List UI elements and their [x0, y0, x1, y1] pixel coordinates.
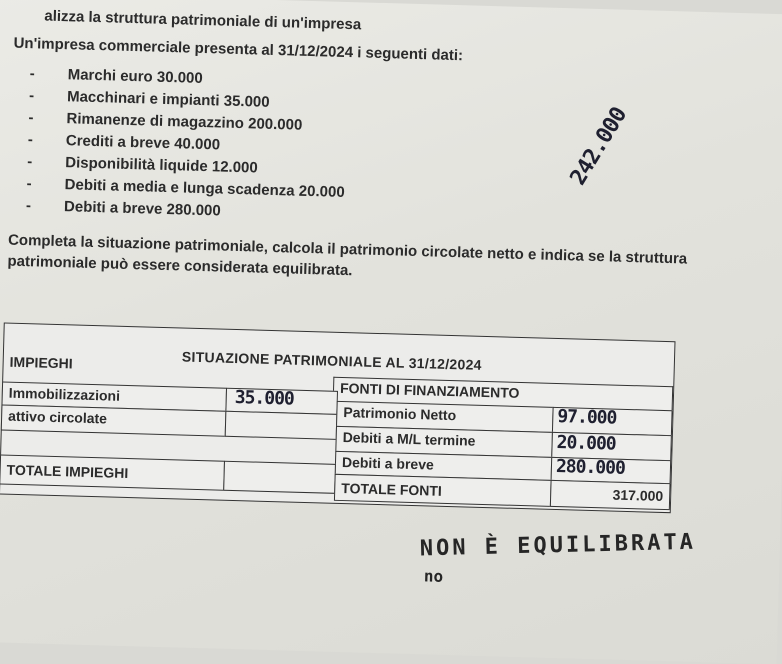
fonti-header: FONTI DI FINANZIAMENTO	[333, 377, 674, 410]
balance-sheet-table	[0, 323, 676, 514]
list-item: - Marchi euro 30.000	[29, 63, 348, 94]
row-attivo-circolate: attivo circolate	[1, 404, 227, 436]
value-attivo-circolate	[225, 411, 338, 440]
row-debiti-breve: Debiti a breve	[335, 451, 553, 481]
handwritten-value: 97.000	[557, 406, 617, 429]
handwritten-value: 280.000	[555, 455, 626, 479]
handwritten-value: 35.000	[234, 386, 295, 410]
list-item: - Debiti a breve 280.000	[26, 195, 345, 226]
list-item: - Debiti a media e lunga scadenza 20.000	[26, 173, 345, 204]
exercise-intro: Un'impresa commerciale presenta al 31/12/2024 i seguenti dati:	[13, 34, 464, 65]
table-heading: SITUAZIONE PATRIMONIALE AL 31/12/2024	[181, 348, 482, 373]
exercise-question: Completa la situazione patrimoniale, calcola il patrimonio circolate netto e indica se la struttura patrimoniale può essere considerata equilibrata.	[7, 231, 688, 280]
total-fonti-label: TOTALE FONTI	[334, 474, 552, 507]
margin-handwriting: 242.000	[565, 103, 632, 190]
list-item: - Macchinari e impianti 35.000	[29, 85, 348, 116]
row-immobilizzazioni: Immobilizzazioni	[1, 381, 227, 411]
impieghi-header: IMPIEGHI	[9, 353, 73, 372]
total-impieghi-value	[223, 461, 336, 494]
list-item: - Crediti a breve 40.000	[28, 129, 347, 160]
handwritten-value: 20.000	[556, 432, 616, 455]
total-impieghi-label: TOTALE IMPIEGHI	[0, 454, 225, 490]
list-item: - Rimanenze di magazzino 200.000	[28, 107, 347, 138]
data-list	[26, 63, 348, 226]
list-item: - Disponibilità liquide 12.000	[27, 151, 346, 182]
handwritten-conclusion: NON È EQUILIBRATA	[419, 529, 697, 562]
row-patrimonio-netto: Patrimonio Netto	[336, 401, 554, 433]
row-debiti-ml: Debiti a M/L termine	[335, 426, 553, 458]
handwritten-note: no	[423, 566, 444, 586]
exercise-title: alizza la struttura patrimoniale di un'impresa	[44, 7, 362, 34]
total-fonti-value: 317.000	[550, 480, 671, 510]
